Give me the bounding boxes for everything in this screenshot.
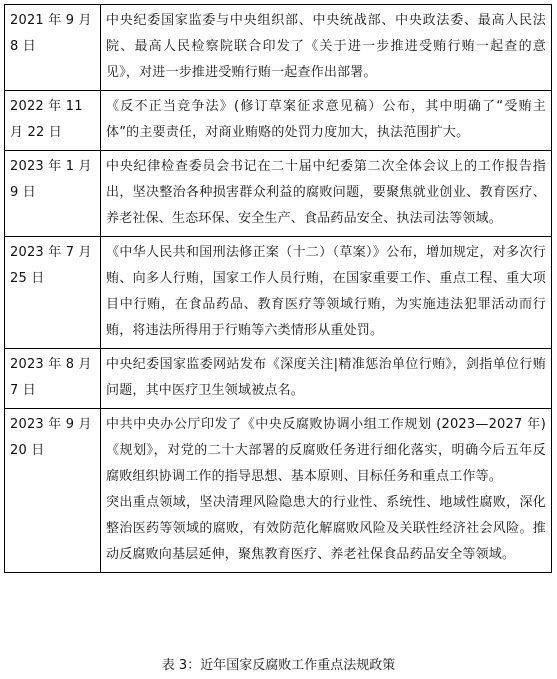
table-row <box>5 151 552 237</box>
content-cell <box>101 237 552 349</box>
date-cell: 2023 年 7 月 25 日 <box>5 237 101 349</box>
content-cell <box>101 409 552 573</box>
content-cell <box>101 349 552 409</box>
table-row <box>5 349 552 409</box>
table-row <box>5 91 552 151</box>
content-cell <box>101 151 552 237</box>
content-paragraph: 中央纪委国家监委网站发布《深度关注|精准惩治单位行贿》，剑指单位行贿问题，其中医疗卫生领域被点名。 <box>106 357 546 398</box>
content-cell <box>101 91 552 151</box>
content-paragraph: 中共中央办公厅印发了《中央反腐败协调小组工作规划 (2023—2027 年)《规划》，对党的二十大部署的反腐败任务进行细化落实，明确今后五年反腐败组织协调工作的指导思想、基本原则、目标任务和重点工作等。 <box>106 417 546 484</box>
policy-table <box>4 4 552 573</box>
table-row <box>5 5 552 91</box>
table-row <box>5 237 552 349</box>
content-paragraph: 中央纪律检查委员会书记在二十届中纪委第二次全体会议上的工作报告指出，坚决整治各种损害群众利益的腐败问题，要聚焦就业创业、教育医疗、养老社保、生态环保、安全生产、食品药品安全、执法司法等领域。 <box>106 159 546 226</box>
date-cell: 2023 年 1 月 9 日 <box>5 151 101 237</box>
table-row <box>5 409 552 573</box>
table-caption: 表 3：近年国家反腐败工作重点法规政策 <box>161 658 396 673</box>
content-paragraph: 《中华人民共和国刑法修正案（十二）（草案）》公布，增加规定，对多次行贿、向多人行贿，国家工作人员行贿，在国家重要工作、重点工程、重大项目中行贿，在食品药品、教育医疗等领域行贿，为实施违法犯罪活动而行贿，将违法所得用于行贿等六类情形从重处罚。 <box>106 245 546 338</box>
date-cell: 2023 年 8 月 7 日 <box>5 349 101 409</box>
date-cell: 2022 年 11 月 22 日 <box>5 91 101 151</box>
content-paragraph: 突出重点领域，坚决清理风险隐患大的行业性、系统性、地域性腐败，深化整治医药等领域的腐败，有效防范化解腐败风险及关联性经济社会风险。推动反腐败向基层延伸，聚焦教育医疗、养老社保食品药品安全等领域。 <box>106 495 546 562</box>
content-cell <box>101 5 552 91</box>
date-cell: 2021 年 9 月 8 日 <box>5 5 101 91</box>
document-body <box>4 4 552 573</box>
date-cell: 2023 年 9 月 20 日 <box>5 409 101 573</box>
policy-table-body <box>5 5 552 573</box>
content-paragraph: 中央纪委国家监委与中央组织部、中央统战部、中央政法委、最高人民法院、最高人民检察院联合印发了《关于进一步推进受贿行贿一起查的意见》，对进一步推进受贿行贿一起查作出部署。 <box>106 13 546 80</box>
content-paragraph: 《反不正当竞争法》(修订草案征求意见稿）公布，其中明确了“受贿主体”的主要责任，对商业贿赂的处罚力度加大，执法范围扩大。 <box>106 99 546 140</box>
